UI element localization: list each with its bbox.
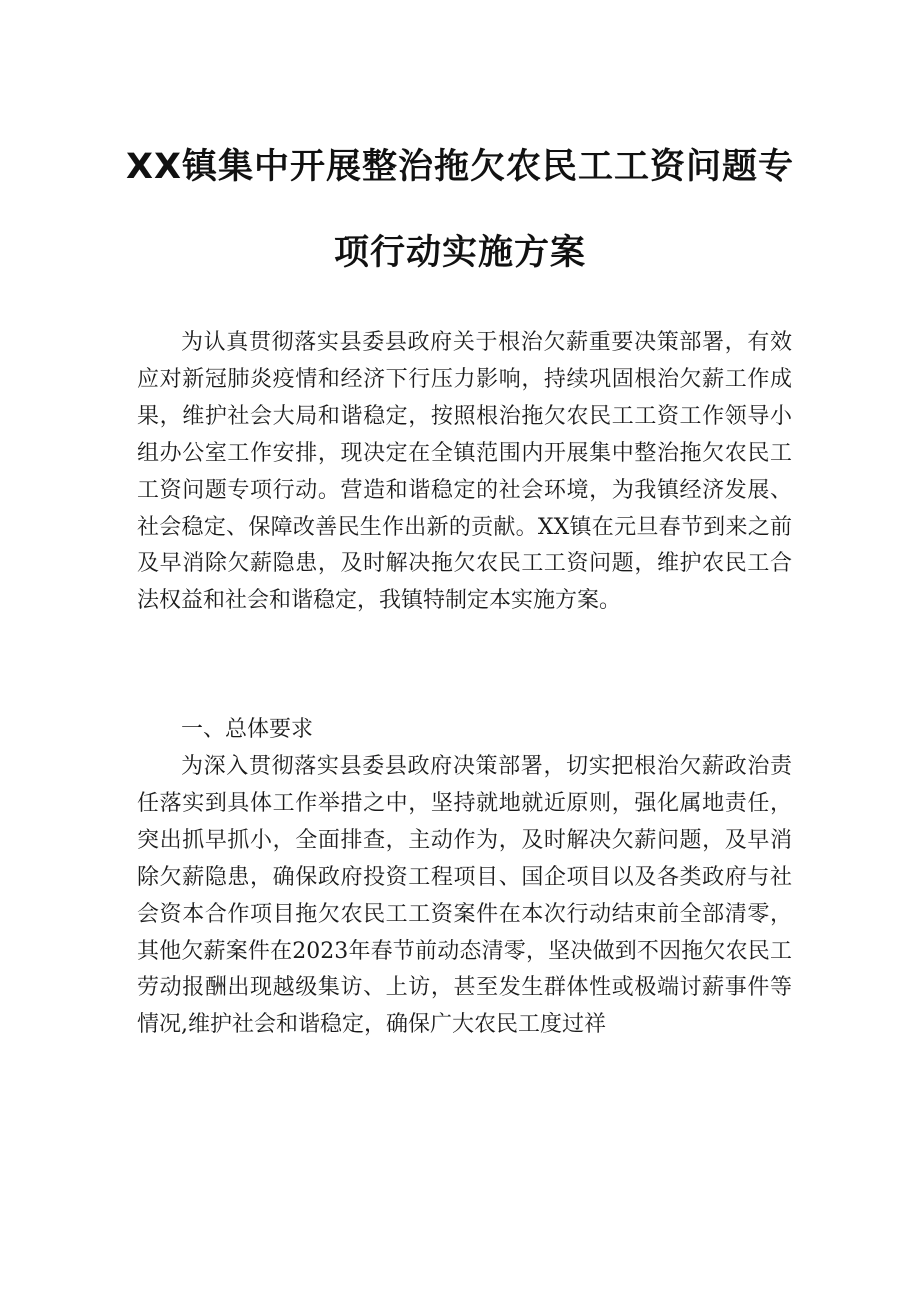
section-heading-general-requirements: 一、总体要求 — [181, 717, 314, 742]
intro-paragraph: 为认真贯彻落实县委县政府关于根治欠薪重要决策部署，有效应对新冠肺炎疫情和经济下行压力影响，持续巩固根治欠薪工作成果，维护社会大局和谐稳定，按照根治拖欠农民工工资工作领导小组办公室工作安排，现决定在全镇范围内开展集中整治拖欠农民工工资问题专项行动。营造和谐稳定的社会环境，为我镇经济发展、社会稳定、保障改善民生作出新的贡献。XX镇在元旦春节到来之前及早消除欠薪隐患，及时解决拖欠农民工工资问题，维护农民工合法权益和社会和谐稳定，我镇特制定本实施方案。 — [137, 330, 792, 614]
general-requirements-paragraph: 为深入贯彻落实县委县政府决策部署，切实把根治欠薪政治责任落实到具体工作举措之中，坚持就地就近原则，强化属地责任，突出抓早抓小，全面排查，主动作为，及时解决欠薪问题，及早消除欠薪隐患，确保政府投资工程项目、国企项目以及各类政府与社会资本合作项目拖欠农民工工资案件在本次行动结束前全部清零，其他欠薪案件在2023年春节前动态清零，坚决做到不因拖欠农民工劳动报酬出现越级集访、上访，甚至发生群体性或极端讨薪事件等情况,维护社会和谐稳定，确保广大农民工度过祥 — [137, 754, 792, 1038]
document-title-line-1: XX镇集中开展整治拖欠农民工工资问题专 — [126, 147, 794, 187]
document-title-line-2: 项行动实施方案 — [333, 233, 586, 273]
